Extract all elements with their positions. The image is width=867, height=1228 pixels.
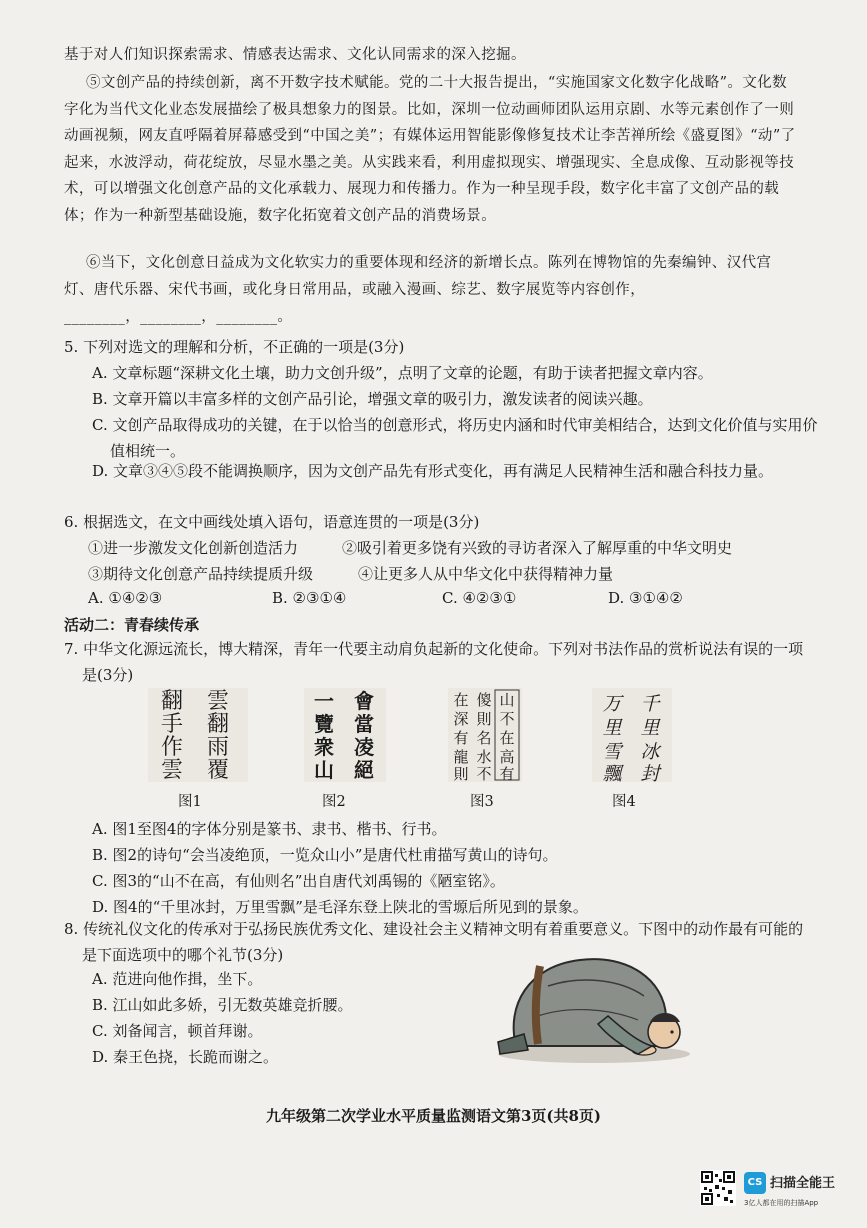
clerical-script-image xyxy=(304,688,386,782)
q8-stem: 8. 传统礼仪文化的传承对于弘扬民族优秀文化、建设社会主义精神文明有着重要意义。下图中的动作最有可能的是下面选项中的哪个礼节(3分) xyxy=(64,920,804,964)
q7-option-a: A. 图1至图4的字体分别是篆书、隶书、楷书、行书。 xyxy=(92,820,447,838)
q8-option-d: D. 秦王色挠，长跪而谢之。 xyxy=(92,1048,279,1066)
q8-option-c: C. 刘备闻言，顿首拜谢。 xyxy=(92,1022,263,1040)
svg-text:在: 在 xyxy=(453,691,469,709)
activity-2-heading: 活动二：青春续传承 xyxy=(64,616,200,634)
svg-text:千: 千 xyxy=(640,693,660,715)
watermark-brand: 扫描全能王 xyxy=(770,1176,836,1191)
svg-text:冰: 冰 xyxy=(640,741,660,763)
svg-text:衆: 衆 xyxy=(314,735,334,759)
kneeling-figure-image xyxy=(488,946,696,1066)
svg-text:有: 有 xyxy=(453,729,469,747)
seal-script-image xyxy=(148,688,248,782)
svg-text:凌: 凌 xyxy=(354,735,374,759)
svg-text:則: 則 xyxy=(476,710,492,728)
q6-option-c: C. ④②③① xyxy=(442,589,517,607)
passage-paragraph-6: ⑥当下，文化创意日益成为文化软实力的重要体现和经济的新增长点。陈列在博物馆的先秦编钟、汉代宫灯、唐代乐器、宋代书画，或化身日常用品，或融入漫画、综艺、数字展览等内容创作， xyxy=(64,255,772,298)
svg-text:封: 封 xyxy=(640,763,660,782)
svg-text:覆: 覆 xyxy=(206,758,230,782)
svg-text:一: 一 xyxy=(314,689,334,713)
svg-text:雪: 雪 xyxy=(602,741,622,763)
svg-text:手: 手 xyxy=(160,712,184,737)
q6-sentence-4: ④让更多人从中华文化中获得精神力量 xyxy=(358,565,614,583)
qr-code-icon xyxy=(700,1170,736,1206)
svg-text:高: 高 xyxy=(499,748,515,766)
svg-text:深: 深 xyxy=(453,710,469,728)
kowtow-illustration xyxy=(488,946,696,1066)
svg-text:山: 山 xyxy=(499,691,515,709)
q5-option-c: C. 文创产品取得成功的关键，在于以恰当的创意形式，将历史内涵和时代审美相结合，达到文化价值与实用价值相统一。 xyxy=(92,416,818,460)
page-footer: 九年级第二次学业水平质量监测语文第3页(共8页) xyxy=(265,1107,602,1125)
figure-1-caption: 图1 xyxy=(178,794,202,810)
svg-text:翻: 翻 xyxy=(206,712,230,737)
svg-text:覽: 覽 xyxy=(314,712,334,736)
q8-option-a: A. 范进向他作揖，坐下。 xyxy=(92,970,263,988)
svg-text:山: 山 xyxy=(314,758,334,782)
svg-text:則: 則 xyxy=(453,765,469,782)
calligraphy-figure-1 xyxy=(148,688,248,782)
q6-option-a: A. ①④②③ xyxy=(88,589,163,607)
passage-paragraph-5: ⑤文创产品的持续创新，离不开数字技术赋能。党的二十大报告提出，“实施国家文化数字化战略”。文化数字化为当代文化业态发展描绘了极具想象力的图景。比如，深圳一位动画师团队运用京剧、水等元素创作了一则动画视频，网友直呼隔着屏幕感受到“中国之美”；有媒体运用智能影像修复技术让李苦禅所绘《盛夏图》“动”了起来，水波浮动，荷花绽放，尽显水墨之美。从实践来看，利用虚拟现实、增强现实、全息成像、互动影视等技术，可以增强文化创意产品的文化承载力、展现力和传播力。作为一种呈现手段，数字化丰富了文创产品的载体；作为一种新型基础设施，数字化拓宽着文创产品的消费场景。 xyxy=(64,75,796,224)
regular-script-image xyxy=(448,688,522,782)
q6-sentence-3: ③期待文化创意产品持续提质升级 xyxy=(88,565,314,583)
q8-option-b: B. 江山如此多娇，引无数英雄竞折腰。 xyxy=(92,996,353,1014)
watermark-subtitle: 3亿人都在用的扫描App xyxy=(744,1199,819,1207)
q7-option-d: D. 图4的“千里冰封，万里雪飘”是毛泽东登上陕北的雪塬后所见到的景象。 xyxy=(92,898,588,916)
svg-text:里: 里 xyxy=(602,717,622,739)
svg-text:有: 有 xyxy=(499,765,515,782)
q7-stem: 7. 中华文化源远流长，博大精深，青年一代要主动肩负起新的文化使命。下列对书法作品的赏析说法有误的一项是(3分) xyxy=(64,640,804,684)
svg-text:絕: 絕 xyxy=(354,758,374,782)
svg-text:雨: 雨 xyxy=(206,735,230,760)
svg-text:里: 里 xyxy=(640,717,660,739)
svg-text:傻: 傻 xyxy=(476,691,492,709)
svg-text:作: 作 xyxy=(160,735,184,760)
q5-option-a: A. 文章标题“深耕文化土壤，助力文创升级”，点明了文章的论题，有助于读者把握文章内容。 xyxy=(92,364,713,382)
calligraphy-figure-4 xyxy=(592,688,672,782)
svg-text:飄: 飄 xyxy=(602,763,622,782)
camscanner-logo-icon: CS xyxy=(744,1172,766,1194)
passage-intro: 基于对人们知识探索需求、情感表达需求、文化认同需求的深入挖掘。 xyxy=(64,47,526,63)
q5-option-b: B. 文章开篇以丰富多样的文创产品引论，增强文章的吸引力，激发读者的阅读兴趣。 xyxy=(92,390,653,408)
svg-text:在: 在 xyxy=(499,729,515,747)
figure-3-caption: 图3 xyxy=(470,794,494,810)
svg-text:不: 不 xyxy=(476,765,492,782)
calligraphy-figure-3 xyxy=(448,688,522,782)
svg-text:會: 會 xyxy=(354,689,374,713)
figure-4-caption: 图4 xyxy=(612,794,636,810)
q5-stem: 5. 下列对选文的理解和分析，不正确的一项是(3分) xyxy=(64,338,405,356)
svg-text:万: 万 xyxy=(602,693,622,715)
q6-sentence-2: ②吸引着更多饶有兴致的寻访者深入了解厚重的中华文明史 xyxy=(342,539,733,557)
running-script-image xyxy=(592,688,672,782)
svg-text:當: 當 xyxy=(354,712,374,736)
q6-option-b: B. ②③①④ xyxy=(272,589,347,607)
svg-text:雲: 雲 xyxy=(160,758,184,782)
svg-text:龍: 龍 xyxy=(453,748,469,766)
calligraphy-figure-2 xyxy=(304,688,386,782)
passage-blanks: ________，________，________。 xyxy=(64,309,293,325)
svg-text:翻: 翻 xyxy=(160,689,184,714)
q6-option-d: D. ③①④② xyxy=(608,589,683,607)
svg-text:水: 水 xyxy=(476,748,492,766)
svg-text:雲: 雲 xyxy=(206,689,230,714)
q6-sentence-1: ①进一步激发文化创新创造活力 xyxy=(88,539,299,557)
q5-option-d: D. 文章③④⑤段不能调换顺序，因为文创产品先有形式变化，再有满足人民精神生活和融合科技力量。 xyxy=(92,462,774,480)
svg-text:名: 名 xyxy=(476,729,492,747)
q6-stem: 6. 根据选文，在文中画线处填入语句，语意连贯的一项是(3分) xyxy=(64,513,480,531)
svg-text:不: 不 xyxy=(499,710,515,728)
q7-option-c: C. 图3的“山不在高，有仙则名”出自唐代刘禹锡的《陋室铭》。 xyxy=(92,872,505,890)
q7-option-b: B. 图2的诗句“会当凌绝顶，一览众山小”是唐代杜甫描写黄山的诗句。 xyxy=(92,846,558,864)
figure-2-caption: 图2 xyxy=(322,794,346,810)
scanner-watermark xyxy=(700,1170,860,1218)
